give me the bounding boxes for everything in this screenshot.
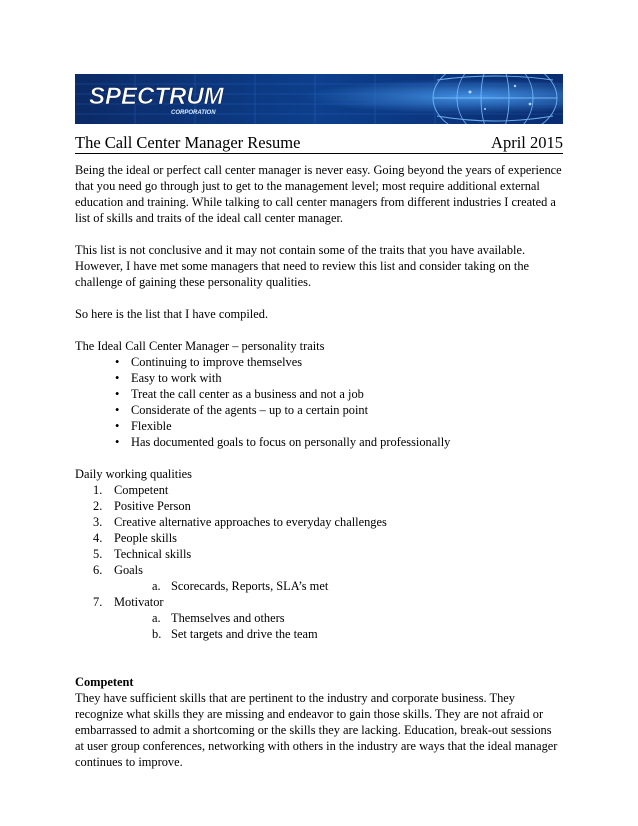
list-item-label: Goals (114, 563, 143, 577)
list-number: 4. (93, 531, 103, 545)
list-item (75, 514, 563, 530)
intro-paragraph-2: This list is not conclusive and it may not contain some of the traits that you have available. However, I have met some managers that need to review this list and consider taking on the challenge of gaining these personality qualities. (75, 243, 530, 289)
title-row (75, 133, 563, 154)
document-body (75, 162, 563, 770)
sub-list-item (114, 610, 563, 626)
list-item-label: Motivator (114, 595, 164, 609)
list-item: • Flexible (75, 418, 563, 434)
sub-list-item (114, 578, 563, 594)
list-number: 1. (93, 483, 103, 497)
header-banner (75, 74, 563, 124)
logo-subtext: CORPORATION (171, 110, 216, 116)
list-item: • Considerate of the agents – up to a certain point (75, 402, 563, 418)
list-item (75, 562, 563, 594)
list-item: • Treat the call center as a business and not a job (75, 386, 563, 402)
sub-list-item (114, 626, 563, 642)
intro-paragraph-3: So here is the list that I have compiled. (75, 307, 269, 321)
competent-paragraph: They have sufficient skills that are pertinent to the industry and corporate business. They recognize what skills they are missing and endeavor to gain those skills. They are not afraid or embarrassed to admit a shortcoming or the skills they are lacking. Education, break-out sessions at user group conferences, networking with others in the industry are ways that the ideal manager continues to improve. (75, 691, 558, 769)
list-item (75, 530, 563, 546)
logo-wordmark: SPECTRUM (89, 83, 224, 110)
list-number: 5. (93, 547, 103, 561)
list-letter: a. (152, 579, 161, 593)
list-item-label: People skills (114, 531, 177, 545)
list-item-label: Set targets and drive the team (171, 627, 318, 641)
list-item-label: Scorecards, Reports, SLA’s met (171, 579, 329, 593)
list-letter: a. (152, 611, 161, 625)
intro-paragraph-1: Being the ideal or perfect call center manager is never easy. Going beyond the years of experience that you need go through just to get to the management level; most require additional external education and training. While talking to call center managers from different industries I created a list of skills and traits of the ideal call center manager. (75, 163, 562, 225)
list-item (75, 482, 563, 498)
competent-heading: Competent (75, 675, 134, 689)
page-title: The Call Center Manager Resume (75, 133, 301, 152)
list-item (75, 546, 563, 562)
page-date: April 2015 (491, 133, 563, 152)
list-item: • Continuing to improve themselves (75, 354, 563, 370)
list-item-label: Competent (114, 483, 169, 497)
sub-list (114, 578, 563, 594)
list-item-label: Technical skills (114, 547, 192, 561)
list-item-label: Themselves and others (171, 611, 285, 625)
list-item-label: Creative alternative approaches to everyday challenges (114, 515, 387, 529)
sub-list (114, 610, 563, 642)
spectrum-logo-banner (75, 74, 563, 124)
list-letter: b. (152, 627, 162, 641)
list-number: 6. (93, 563, 103, 577)
traits-heading: The Ideal Call Center Manager – personality traits (75, 339, 325, 353)
qualities-heading: Daily working qualities (75, 467, 193, 481)
list-number: 7. (93, 595, 103, 609)
list-item: • Easy to work with (75, 370, 563, 386)
list-item: • Has documented goals to focus on personally and professionally (75, 434, 563, 450)
traits-list (75, 354, 563, 450)
list-number: 3. (93, 515, 103, 529)
qualities-list (75, 482, 563, 642)
list-item (75, 498, 563, 514)
list-item (75, 594, 563, 642)
list-number: 2. (93, 499, 103, 513)
list-item-label: Positive Person (114, 499, 191, 513)
